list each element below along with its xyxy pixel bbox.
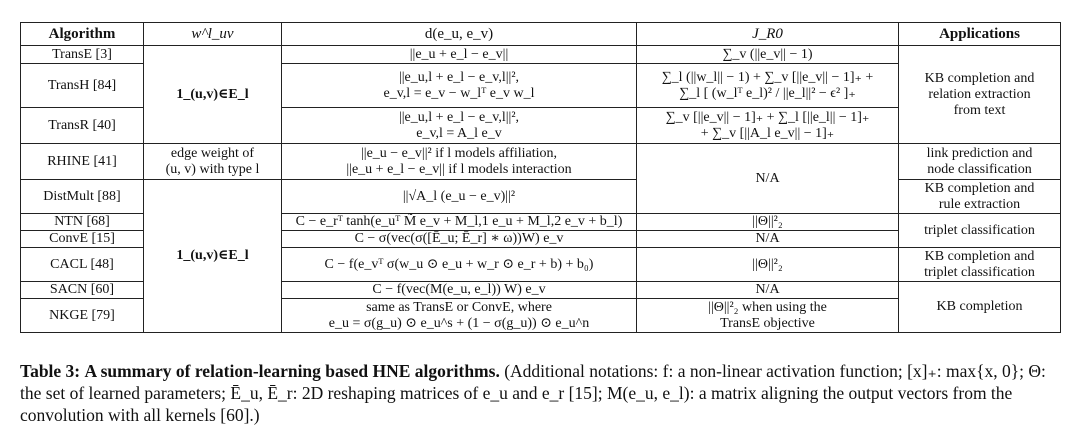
cell-distance: ||e_u,l + e_l − e_v,l||², e_v,l = e_v − w_lᵀ e_v w_l <box>282 64 637 108</box>
cell-algorithm: ConvE [15] <box>21 231 144 248</box>
cell-applications: KB completion and triplet classification <box>899 248 1061 282</box>
cell-algorithm: DistMult [88] <box>21 180 144 214</box>
cell-objective: N/A <box>637 144 899 214</box>
caption-title: A summary of relation-learning based HNE algorithms. <box>84 361 500 381</box>
cell-distance: C − f(e_vᵀ σ(w_u ⊙ e_u + w_r ⊙ e_r + b) + b₀) <box>282 248 637 282</box>
cell-algorithm: TransR [40] <box>21 108 144 144</box>
cell-objective: ||Θ||²₂ when using the TransE objective <box>637 299 899 333</box>
cell-algorithm: SACN [60] <box>21 282 144 299</box>
header-distance: d(e_u, e_v) <box>282 23 637 46</box>
cell-applications: KB completion <box>899 282 1061 333</box>
cell-objective: ||Θ||²₂ <box>637 248 899 282</box>
caption-label: Table 3: <box>20 361 81 381</box>
cell-distance: same as TransE or ConvE, where e_u = σ(g_u) ⊙ e_u^s + (1 − σ(g_u)) ⊙ e_u^n <box>282 299 637 333</box>
header-applications: Applications <box>899 23 1061 46</box>
hne-algorithm-table <box>20 22 1061 333</box>
cell-objective: N/A <box>637 231 899 248</box>
table-row <box>21 180 1061 214</box>
cell-objective: ∑_v [||e_v|| − 1]₊ + ∑_l [||e_l|| − 1]₊ + ∑_v [||A_l e_v|| − 1]₊ <box>637 108 899 144</box>
cell-algorithm: CACL [48] <box>21 248 144 282</box>
cell-distance: ||√A_l (e_u − e_v)||² <box>282 180 637 214</box>
cell-algorithm: NKGE [79] <box>21 299 144 333</box>
cell-distance: ||e_u,l + e_l − e_v,l||², e_v,l = A_l e_v <box>282 108 637 144</box>
header-objective: J_R0 <box>637 23 899 46</box>
table-row <box>21 144 1061 180</box>
cell-distance: C − σ(vec(σ([Ē_u; Ē_r] ∗ ω))W) e_v <box>282 231 637 248</box>
cell-applications: KB completion and rule extraction <box>899 180 1061 214</box>
cell-weight: edge weight of (u, v) with type l <box>144 144 282 180</box>
cell-distance: ||e_u + e_l − e_v|| <box>282 46 637 64</box>
table-caption <box>20 360 1065 426</box>
cell-weight-indicator: 1_(u,v)∈E_l <box>144 180 282 333</box>
table-header-row <box>21 23 1061 46</box>
cell-objective: ||Θ||²₂ <box>637 214 899 231</box>
cell-distance: ||e_u − e_v||² if l models affiliation, ||e_u + e_l − e_v|| if l models interaction <box>282 144 637 180</box>
cell-weight-indicator: 1_(u,v)∈E_l <box>144 46 282 144</box>
cell-objective: ∑_v (||e_v|| − 1) <box>637 46 899 64</box>
cell-algorithm: NTN [68] <box>21 214 144 231</box>
header-weight: w^l_uv <box>144 23 282 46</box>
cell-applications: KB completion and relation extraction from text <box>899 46 1061 144</box>
table-row <box>21 46 1061 64</box>
cell-distance: C − f(vec(M(e_u, e_l)) W) e_v <box>282 282 637 299</box>
header-algorithm: Algorithm <box>21 23 144 46</box>
cell-algorithm: TransH [84] <box>21 64 144 108</box>
cell-algorithm: RHINE [41] <box>21 144 144 180</box>
cell-applications: link prediction and node classification <box>899 144 1061 180</box>
cell-distance: C − e_rᵀ tanh(e_uᵀ M̃ e_v + M_l,1 e_u + M_l,2 e_v + b_l) <box>282 214 637 231</box>
caption-text: (Additional notations: f: a non-linear activation function; [x]₊: max{x, 0}; Θ: the set of learned parameters; Ē_u, Ē_r: 2D reshaping matrices of e_u and e_r [15]; M(e_u, e_l): a matrix aligning the output vectors from the convolution with all kernels [60].) <box>20 361 1046 425</box>
cell-objective: N/A <box>637 282 899 299</box>
cell-algorithm: TransE [3] <box>21 46 144 64</box>
cell-objective: ∑_l (||w_l|| − 1) + ∑_v [||e_v|| − 1]₊ + ∑_l [ (w_lᵀ e_l)² / ||e_l||² − ϵ² ]₊ <box>637 64 899 108</box>
cell-applications: triplet classification <box>899 214 1061 248</box>
